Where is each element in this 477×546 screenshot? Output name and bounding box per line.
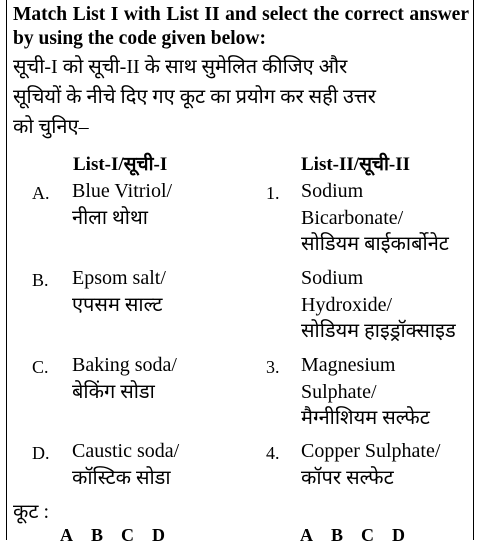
- code-header-d1: D: [152, 525, 184, 545]
- list2-item-2-line3: सोडियम हाइड्रॉक्साइड: [301, 320, 456, 342]
- list1-item-b-en: Epsom salt/: [72, 267, 166, 289]
- list2-marker-1: 1.: [266, 183, 280, 203]
- list2-item-2: [301, 265, 456, 345]
- code-header-d2: D: [392, 525, 424, 545]
- question-hindi: [13, 52, 469, 142]
- list2-item-4-line2: कॉपर सल्फेट: [301, 466, 394, 489]
- list1-marker-c: C.: [32, 357, 49, 377]
- question-hindi-line1: सूची-I को सूची-II के साथ सुमेलित कीजिए और: [13, 56, 348, 78]
- list1-item-a-en: Blue Vitriol/: [72, 180, 173, 202]
- list1-item-d-hi: कॉस्टिक सोडा: [72, 466, 171, 489]
- code-header-b2: B: [331, 525, 362, 545]
- list1-marker-d: D.: [32, 443, 50, 463]
- list1-item-b-hi: एपसम साल्ट: [72, 293, 163, 316]
- code-header-c1: C: [121, 525, 153, 545]
- list2-marker-3: 3.: [266, 357, 280, 377]
- code-header-a2: A: [300, 525, 331, 545]
- list2-item-3-line3: मैग्नीशियम सल्फेट: [301, 407, 430, 429]
- list2-header: List-II/सूची-II: [301, 154, 411, 175]
- list2-item-3: [301, 352, 430, 432]
- list2-marker-4: 4.: [266, 443, 280, 463]
- list1-item-d: [72, 438, 179, 491]
- code-header-b1: B: [91, 525, 122, 545]
- list1-item-c-hi: बेकिंग सोडा: [72, 380, 155, 403]
- code-label: कूट :: [13, 501, 49, 523]
- code-header-a1: A: [60, 525, 91, 545]
- code-header-right: [300, 525, 423, 546]
- list1-header: List-I/सूची-I: [73, 154, 168, 175]
- list2-item-2-line1: Sodium: [301, 267, 364, 289]
- code-header-c2: C: [361, 525, 393, 545]
- list1-marker-a: A.: [32, 183, 50, 203]
- list2-item-2-line2: Hydroxide/: [301, 293, 393, 316]
- list1-item-a: [72, 178, 172, 231]
- list2-item-1-line1: Sodium: [301, 180, 364, 202]
- code-header-left: [60, 525, 183, 546]
- list1-item-a-hi: नीला थोथा: [72, 206, 148, 229]
- question-hindi-line2: सूचियों के नीचे दिए गए कूट का प्रयोग कर सही उत्तर: [13, 86, 376, 108]
- list2-item-3-line2: Sulphate/: [301, 380, 377, 403]
- list2-item-3-line1: Magnesium: [301, 354, 396, 376]
- list1-item-c-en: Baking soda/: [72, 354, 177, 376]
- list2-item-4-line1: Copper Sulphate/: [301, 440, 441, 462]
- list2-item-4: [301, 438, 440, 491]
- list1-marker-b: B.: [32, 270, 49, 290]
- list2-item-1-line3: सोडियम बाईकार्बोनेट: [301, 233, 449, 255]
- list1-item-b: [72, 265, 166, 318]
- list1-item-c: [72, 352, 177, 405]
- question-english: Match List I with List II and select the correct answer by using the code given below:: [13, 4, 469, 49]
- list1-item-d-en: Caustic soda/: [72, 440, 180, 462]
- list2-item-1-line2: Bicarbonate/: [301, 206, 404, 229]
- list2-item-1: [301, 178, 449, 258]
- question-hindi-line3: को चुनिए–: [13, 116, 89, 138]
